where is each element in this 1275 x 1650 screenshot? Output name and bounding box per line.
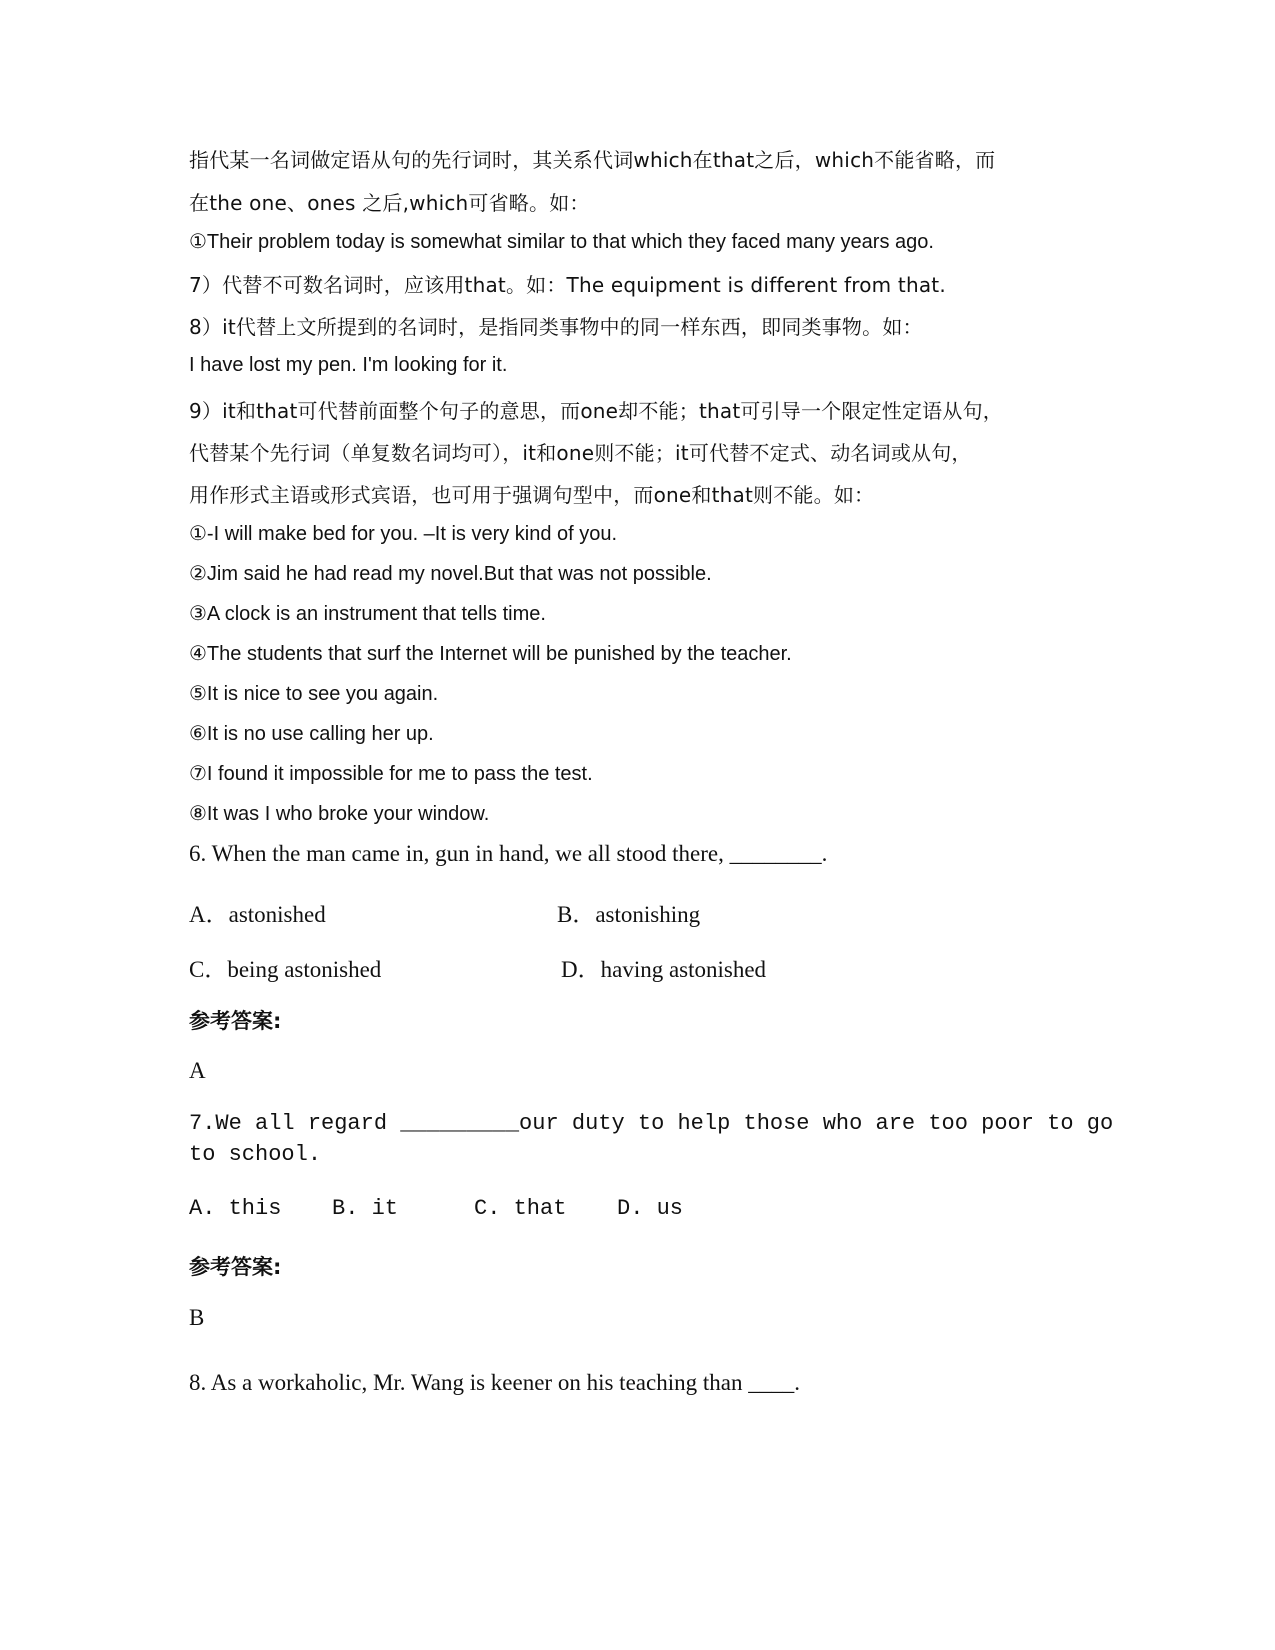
example-sentence: ③A clock is an instrument that tells time. bbox=[189, 603, 546, 625]
example-sentence: ⑥It is no use calling her up. bbox=[189, 723, 434, 745]
example-sentence: I have lost my pen. I'm looking for it. bbox=[189, 354, 508, 376]
question-6-option-a: A．astonished bbox=[189, 902, 326, 927]
question-7-option-a: A. this bbox=[189, 1196, 282, 1221]
example-sentence: ①Their problem today is somewhat similar to that which they faced many years ago. bbox=[189, 231, 934, 253]
example-sentence: ⑦I found it impossible for me to pass the test. bbox=[189, 763, 593, 785]
grammar-note-line: 在the one、ones 之后,which可省略。如： bbox=[189, 191, 590, 215]
answer-value: B bbox=[189, 1305, 205, 1330]
example-sentence: ④The students that surf the Internet will be punished by the teacher. bbox=[189, 643, 792, 665]
question-7-option-d: D. us bbox=[617, 1196, 684, 1221]
question-7-option-b: B. it bbox=[332, 1196, 399, 1221]
example-sentence: ⑤It is nice to see you again. bbox=[189, 683, 439, 705]
grammar-rule-9: 9）it和that可代替前面整个句子的意思，而one却不能；that可引导一个限定性定语从句， bbox=[189, 399, 1003, 423]
question-8-stem: 8. As a workaholic, Mr. Wang is keener on his teaching than ____. bbox=[189, 1370, 800, 1395]
grammar-rule-7: 7）代替不可数名词时，应该用that。如：The equipment is different from that. bbox=[189, 273, 946, 297]
grammar-rule-9: 代替某个先行词（单复数名词均可），it和one则不能；it可代替不定式、动名词或从句， bbox=[189, 441, 972, 465]
answer-value: A bbox=[189, 1058, 206, 1083]
answer-heading: 参考答案: bbox=[189, 1255, 282, 1279]
example-sentence: ②Jim said he had read my novel.But that was not possible. bbox=[189, 563, 712, 585]
answer-heading: 参考答案: bbox=[189, 1009, 282, 1033]
question-7-stem: to school. bbox=[189, 1142, 322, 1167]
grammar-note-line: 指代某一名词做定语从句的先行词时，其关系代词which在that之后，which不能省略，而 bbox=[189, 148, 996, 172]
question-6-stem: 6. When the man came in, gun in hand, we all stood there, ________. bbox=[189, 841, 828, 866]
example-sentence: ①-I will make bed for you. –It is very kind of you. bbox=[189, 523, 618, 545]
question-6-option-b: B．astonishing bbox=[557, 902, 701, 927]
question-6-option-c: C．being astonished bbox=[189, 957, 382, 982]
example-sentence: ⑧It was I who broke your window. bbox=[189, 803, 490, 825]
question-7-option-c: C. that bbox=[474, 1196, 567, 1221]
question-6-option-d: D．having astonished bbox=[561, 957, 767, 982]
question-7-stem: 7.We all regard _________our duty to help those who are too poor to go bbox=[189, 1111, 1114, 1136]
grammar-rule-8: 8）it代替上文所提到的名词时，是指同类事物中的同一样东西，即同类事物。如： bbox=[189, 315, 923, 339]
grammar-rule-9: 用作形式主语或形式宾语，也可用于强调句型中，而one和that则不能。如： bbox=[189, 483, 875, 507]
